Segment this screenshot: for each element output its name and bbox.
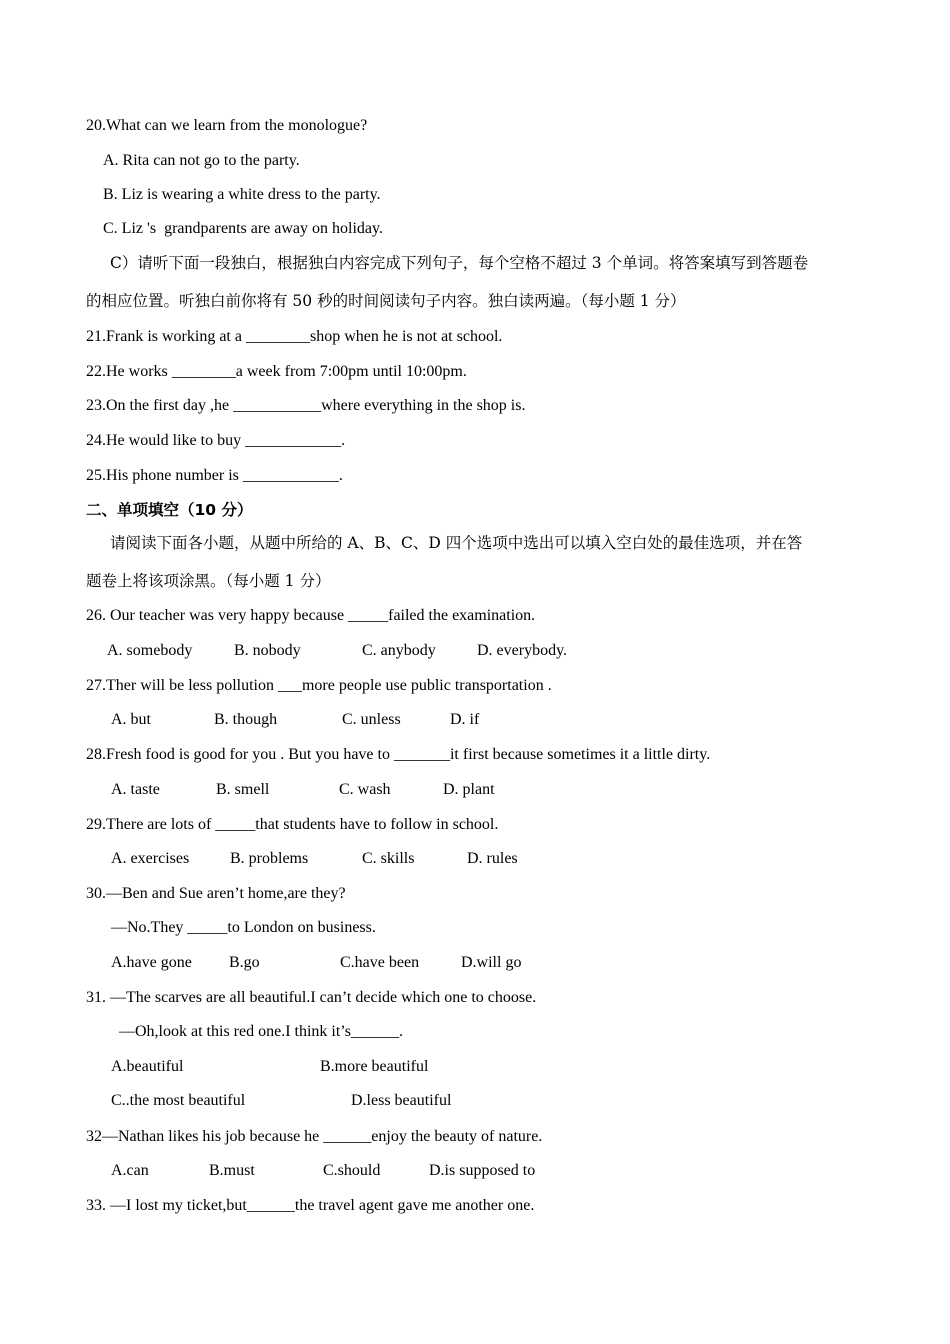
q29-stem: 29.There are lots of _____that students have to follow in school. xyxy=(86,816,499,833)
q24-stem: 24.He would like to buy ____________. xyxy=(86,432,346,449)
q29-option-d: D. rules xyxy=(467,850,518,867)
q29-option-a: A. exercises xyxy=(111,850,190,867)
q30-option-b: B.go xyxy=(229,954,260,971)
q20-stem: 20.What can we learn from the monologue? xyxy=(86,117,368,134)
q27-option-c: C. unless xyxy=(342,711,401,728)
q33-stem: 33. —I lost my ticket,but______the travel agent gave me another one. xyxy=(86,1197,535,1214)
q31-option-b: B.more beautiful xyxy=(320,1058,429,1075)
q32-option-c: C.should xyxy=(323,1162,381,1179)
part2-instruction-line2: 题卷上将该项涂黑。（每小题 1 分） xyxy=(86,572,331,590)
q31-option-a: A.beautiful xyxy=(111,1058,184,1075)
q30-reply: —No.They _____to London on business. xyxy=(111,919,376,936)
q20-option-b: B. Liz is wearing a white dress to the party. xyxy=(103,186,381,203)
q28-option-b: B. smell xyxy=(216,781,270,798)
q32-stem: 32—Nathan likes his job because he ______enjoy the beauty of nature. xyxy=(86,1128,543,1145)
q26-stem: 26. Our teacher was very happy because _____failed the examination. xyxy=(86,607,536,624)
q31-stem: 31. —The scarves are all beautiful.I can’t decide which one to choose. xyxy=(86,989,537,1006)
q25-stem: 25.His phone number is ____________. xyxy=(86,467,343,484)
part2-heading: 二、单项填空（10 分） xyxy=(86,501,253,519)
q20-option-a: A. Rita can not go to the party. xyxy=(103,152,300,169)
q28-option-c: C. wash xyxy=(339,781,391,798)
q26-option-d: D. everybody. xyxy=(477,642,568,659)
q23-stem: 23.On the first day ,he ___________where everything in the shop is. xyxy=(86,397,526,414)
q31-option-c: C..the most beautiful xyxy=(111,1092,246,1109)
q26-option-c: C. anybody xyxy=(362,642,436,659)
q29-option-c: C. skills xyxy=(362,850,415,867)
q21-stem: 21.Frank is working at a ________shop when he is not at school. xyxy=(86,328,503,345)
q27-option-d: D. if xyxy=(450,711,480,728)
q32-option-a: A.can xyxy=(111,1162,149,1179)
q22-stem: 22.He works ________a week from 7:00pm until 10:00pm. xyxy=(86,363,467,380)
q32-option-b: B.must xyxy=(209,1162,255,1179)
section-c-instruction-line1: C）请听下面一段独白，根据独白内容完成下列句子，每个空格不超过 3 个单词。将答案填写到答题卷 xyxy=(110,254,809,272)
q31-option-d: D.less beautiful xyxy=(351,1092,452,1109)
q27-option-b: B. though xyxy=(214,711,278,728)
q30-stem: 30.—Ben and Sue aren’t home,are they? xyxy=(86,885,346,902)
q27-option-a: A. but xyxy=(111,711,151,728)
q29-option-b: B. problems xyxy=(230,850,309,867)
q28-option-d: D. plant xyxy=(443,781,495,798)
section-c-instruction-line2: 的相应位置。听独白前你将有 50 秒的时间阅读句子内容。独白读两遍。（每小题 1 分） xyxy=(86,292,686,310)
q31-reply: —Oh,look at this red one.I think it’s______. xyxy=(119,1023,403,1040)
q32-option-d: D.is supposed to xyxy=(429,1162,536,1179)
q30-option-a: A.have gone xyxy=(111,954,192,971)
q26-option-a: A. somebody xyxy=(107,642,193,659)
q27-stem: 27.Ther will be less pollution ___more people use public transportation . xyxy=(86,677,552,694)
q26-option-b: B. nobody xyxy=(234,642,301,659)
q20-option-c: C. Liz 's grandparents are away on holiday. xyxy=(103,220,383,237)
q28-stem: 28.Fresh food is good for you . But you have to _______it first because sometimes it a little dirty. xyxy=(86,746,711,763)
q30-option-c: C.have been xyxy=(340,954,420,971)
part2-instruction-line1: 请阅读下面各小题，从题中所给的 A、B、C、D 四个选项中选出可以填入空白处的最佳选项，并在答 xyxy=(110,534,803,552)
q30-option-d: D.will go xyxy=(461,954,522,971)
q28-option-a: A. taste xyxy=(111,781,160,798)
